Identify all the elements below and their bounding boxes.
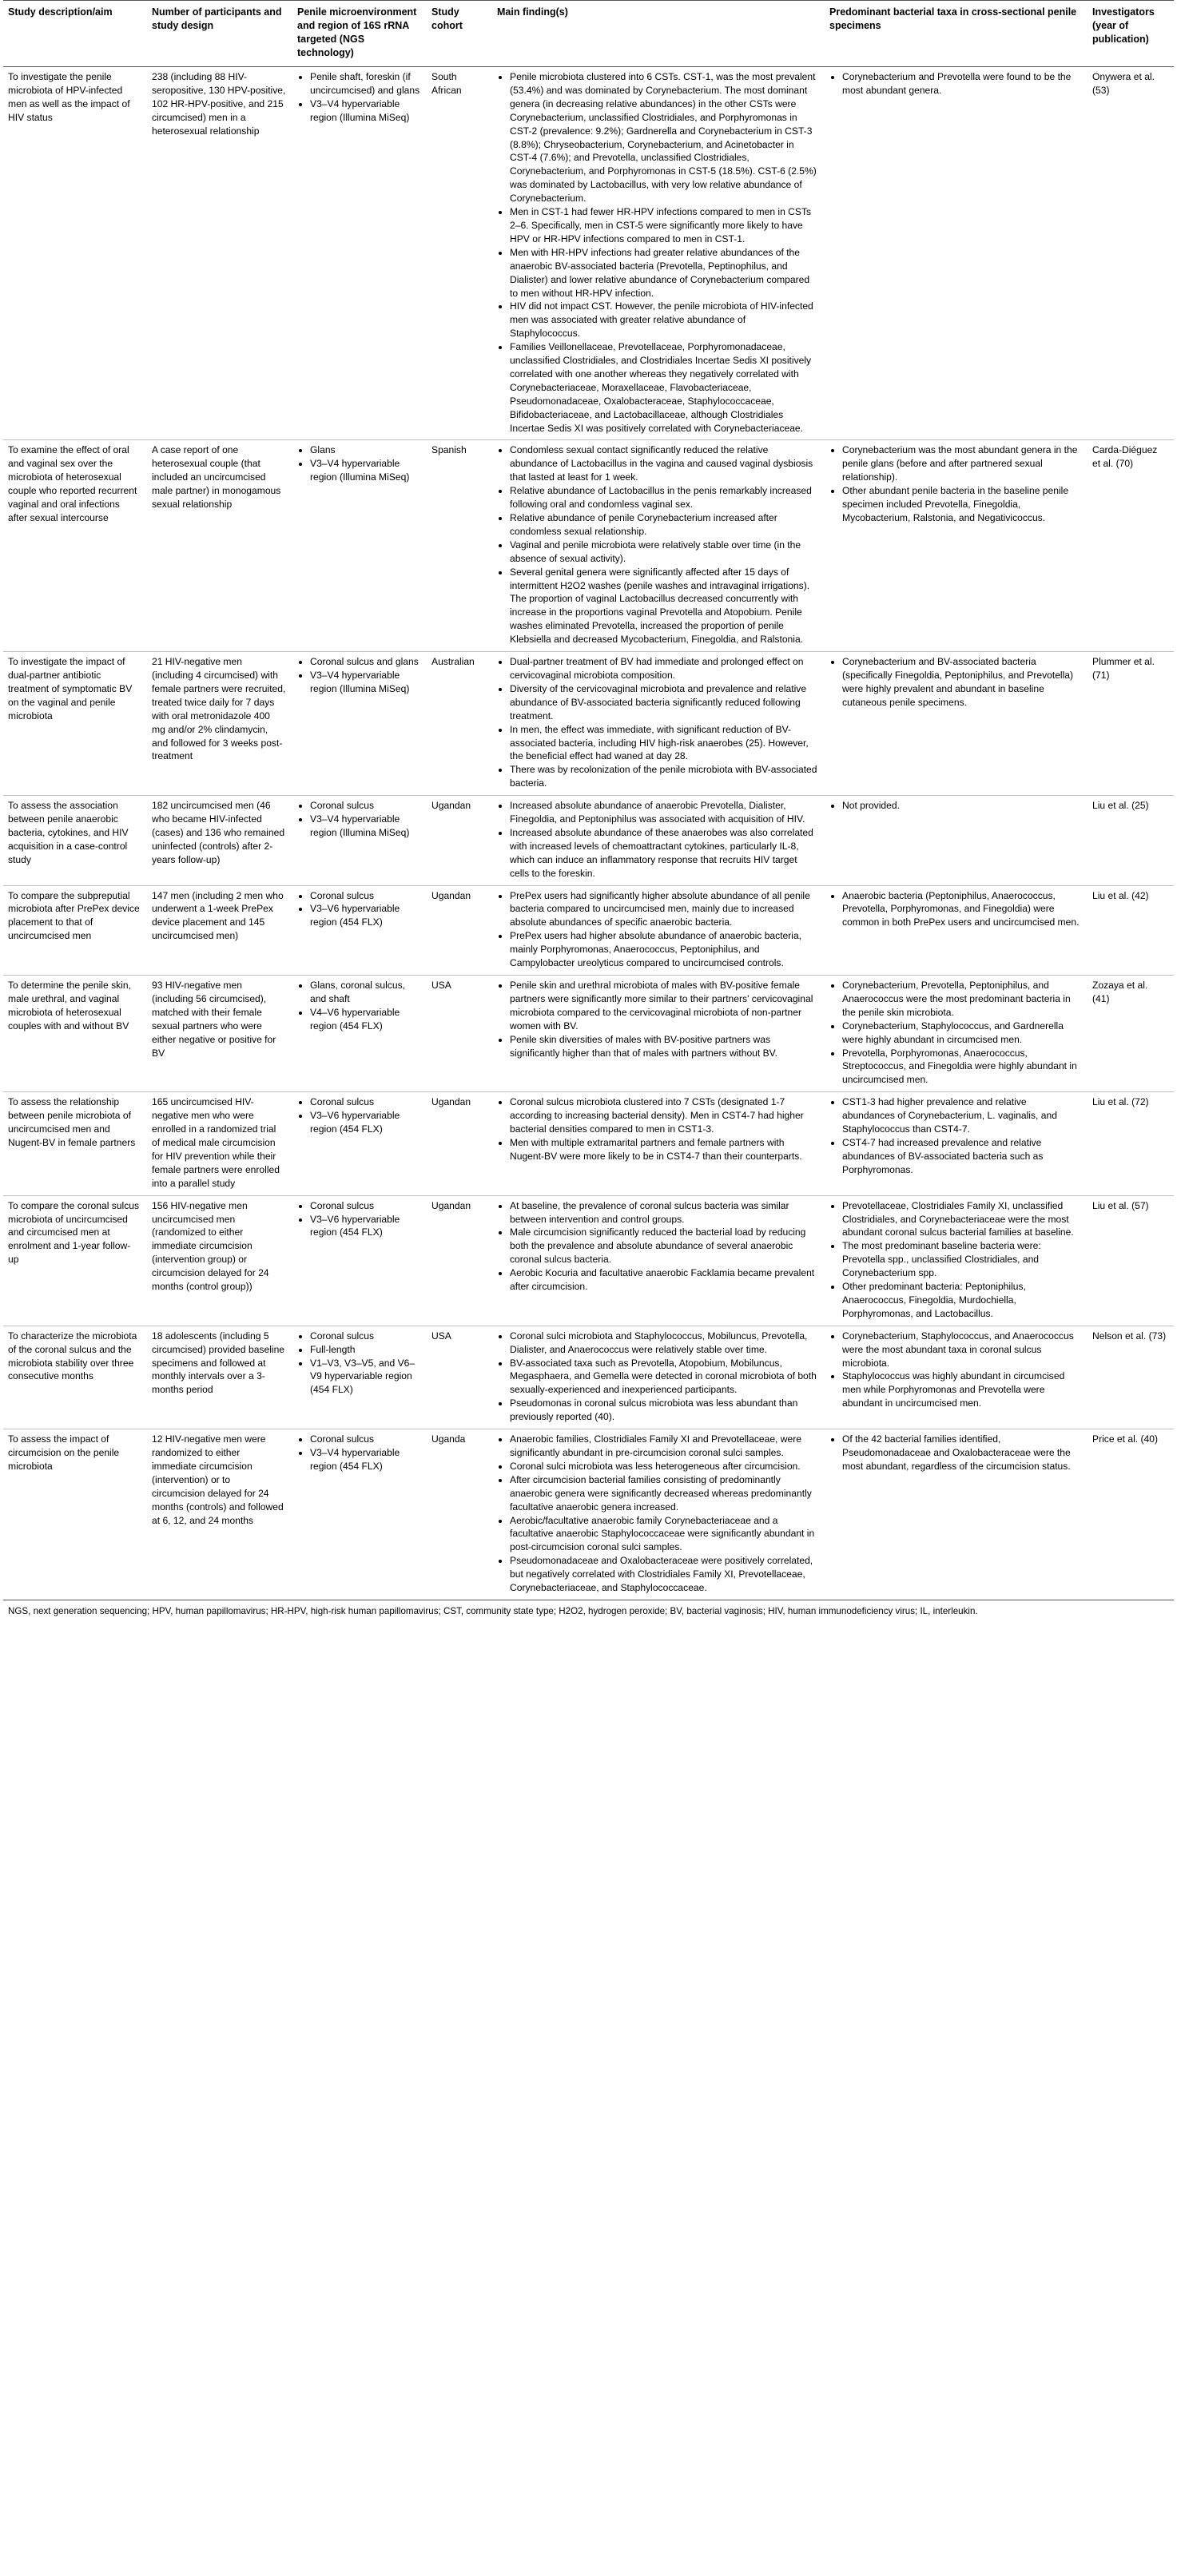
table-header (3, 1, 1174, 67)
study-aim-cell: To characterize the microbiota of the coronal sulcus and the microbiota stability over three consecutive months (8, 1330, 137, 1382)
list-item: • CST4-7 had increased prevalence and relative abundances of BV-associated bacteria such as Porphyromonas. (842, 1136, 1081, 1177)
penile-region-cell (292, 652, 427, 796)
list-item: • CST1-3 had higher prevalence and relative abundances of Corynebacterium, L. vaginalis, and Staphylococcus than CST4-7. (842, 1095, 1081, 1136)
penile-region-cell-list (297, 1095, 420, 1136)
list-item: • Men with multiple extramarital partners and female partners with Nugent-BV were more likely to be in CST4-7 than their counterparts. (510, 1136, 818, 1163)
list-item: • Relative abundance of penile Corynebacterium increased after condomless sexual relationship. (510, 511, 818, 539)
study-cohort-cell: USA (431, 980, 451, 991)
study-design-cell: 12 HIV-negative men were randomized to either immediate circumcision (intervention) or to circumcision delayed for 24 months (controls) and followed at 6, 12, and 24 months (152, 1433, 284, 1526)
table-body (3, 67, 1174, 1600)
list-item: • Coronal sulcus (310, 1199, 420, 1213)
study-aim-cell: To assess the association between penile anaerobic bacteria, cytokines, and HIV acquisition in a case-control study (8, 800, 129, 865)
main-findings-cell (492, 796, 825, 885)
main-findings-cell (492, 440, 825, 652)
predominant-taxa-cell-list (829, 799, 1081, 813)
table-row (3, 885, 1174, 975)
study-design-cell: 156 HIV-negative men uncircumcised men (randomized to either immediate circumcision (intervention group) or circumcision delayed for 24 months (control group)) (152, 1199, 269, 1293)
list-item: • Coronal sulcus (310, 799, 420, 813)
list-item: • V3–V4 hypervariable region (Illumina MiSeq) (310, 813, 420, 840)
predominant-taxa-cell-list (829, 1433, 1081, 1473)
main-findings-cell-list (497, 1433, 818, 1595)
predominant-taxa-cell (825, 440, 1088, 652)
predominant-taxa-cell-list (829, 70, 1081, 97)
study-cohort-cell: Australian (431, 656, 475, 668)
investigator-cell: Liu et al. (57) (1092, 1199, 1149, 1211)
investigator-cell: Price et al. (40) (1092, 1433, 1158, 1445)
penile-region-cell (292, 67, 427, 440)
list-item: • Glans (310, 443, 420, 457)
list-item: • V3–V6 hypervariable region (454 FLX) (310, 1213, 420, 1240)
list-item: • Corynebacterium was the most abundant genera in the penile glans (before and after partnered sexual relationship). (842, 443, 1081, 484)
list-item: • Male circumcision significantly reduced the bacterial load by reducing both the prevalence and absolute abundance of several anaerobic coronal sulcus bacteria. (510, 1226, 818, 1266)
predominant-taxa-cell (825, 976, 1088, 1092)
penile-region-cell (292, 885, 427, 975)
study-design-cell: 165 uncircumcised HIV-negative men who were enrolled in a randomized trial of medical male circumcision for HIV prevention while their female partners were enrolled into a parallel study (152, 1096, 280, 1189)
list-item: • V3–V4 hypervariable region (Illumina MiSeq) (310, 457, 420, 484)
penile-region-cell (292, 1326, 427, 1429)
study-design-cell: 147 men (including 2 men who underwent a 1-week PrePex device placement and 145 uncircumcised men) (152, 889, 284, 942)
predominant-taxa-cell-list (829, 443, 1081, 524)
list-item: • Other predominant bacteria: Peptoniphilus, Anaerococcus, Finegoldia, Murdochiella, Porphyromonas, and Lactobacillus. (842, 1280, 1081, 1321)
predominant-taxa-cell (825, 885, 1088, 975)
investigator-cell: Onywera et al. (53) (1092, 71, 1155, 96)
list-item: • Full-length (310, 1343, 420, 1357)
investigator-cell: Nelson et al. (73) (1092, 1330, 1167, 1342)
penile-region-cell-list (297, 655, 420, 696)
list-item: • V1–V3, V3–V5, and V6–V9 hypervariable region (454 FLX) (310, 1357, 420, 1397)
study-cohort-cell: USA (431, 1330, 451, 1342)
penile-region-cell (292, 1092, 427, 1195)
list-item: • Coronal sulcus (310, 889, 420, 903)
list-item: • Penile microbiota clustered into 6 CSTs. CST-1, was the most prevalent (53.4%) and was dominated by Corynebacterium. The most dominant genera (in decreasing relative abundances) in the other CSTs were Corynebacterium, unclassified Clostridiales, and Porphyromonas in CST-2 (prevalence: 9.2%); Gardnerella and Corynebacterium in CST-3 (8.8%); Chryseobacterium, Corynebacterium, and Acinetobacter in CST-4 (7.6%); and Prevotella, unclassified Clostridiales, Corynebacterium, and Porphyromonas in CST-5 (18.5%). CST-6 (2.5%) was dominated by Lactobacillus, with very low relative abundance of Corynebacterium. (510, 70, 818, 205)
list-item: • Vaginal and penile microbiota were relatively stable over time (in the absence of sexual activity). (510, 539, 818, 566)
list-item: • Anaerobic families, Clostridiales Family XI and Prevotellaceae, were significantly abundant in pre-circumcision coronal sulci samples. (510, 1433, 818, 1460)
main-findings-cell-list (497, 1199, 818, 1294)
predominant-taxa-cell (825, 1326, 1088, 1429)
main-findings-cell-list (497, 443, 818, 646)
study-cohort-cell: Ugandan (431, 800, 471, 812)
list-item: • Coronal sulcus (310, 1433, 420, 1446)
main-findings-cell (492, 67, 825, 440)
table-row (3, 976, 1174, 1092)
main-findings-cell-list (497, 1095, 818, 1163)
list-item: • Coronal sulcus and glans (310, 655, 420, 669)
main-findings-cell (492, 976, 825, 1092)
investigator-cell: Liu et al. (25) (1092, 800, 1149, 812)
main-findings-cell-list (497, 979, 818, 1059)
main-findings-cell-list (497, 799, 818, 880)
header-investigator: Investigators (year of publication) (1088, 1, 1174, 67)
list-item: • Prevotella, Porphyromonas, Anaerococcus, Streptococcus, and Finegoldia were highly abundant in uncircumcised men. (842, 1047, 1081, 1087)
list-item: • PrePex users had higher absolute abundance of anaerobic bacteria, mainly Porphyromonas, Anaerococcus, Peptoniphilus, and Campylobacter ureolyticus compared to uncircumcised controls. (510, 929, 818, 970)
study-aim-cell: To assess the relationship between penile microbiota of uncircumcised men and Nugent-BV in female partners (8, 1096, 136, 1148)
study-aim-cell: To compare the subpreputial microbiota after PrePex device placement to that of uncircumcised men (8, 889, 140, 942)
investigator-cell: Plummer et al. (71) (1092, 656, 1155, 681)
list-item: • BV-associated taxa such as Prevotella, Atopobium, Mobiluncus, Megasphaera, and Gemella were detected in coronal microbiota of both sexually-experienced and inexperienced participants. (510, 1357, 818, 1397)
list-item: • Several genital genera were significantly affected after 15 days of intermittent H2O2 washes (penile washes and intravaginal irrigations). The proportion of vaginal Lactobacillus decreased concurrently with increase in the proportions vaginal Prevotella and Atopobium. Penile washes eliminated Prevotella, increased the proportion of penile Klebsiella and decreased Mycobacterium, Finegoldia, and Ralstonia. (510, 566, 818, 646)
list-item: • Increased absolute abundance of anaerobic Prevotella, Dialister, Finegoldia, and Peptoniphilus was associated with acquisition of HIV. (510, 799, 818, 826)
penile-region-cell-list (297, 443, 420, 484)
list-item: • Other abundant penile bacteria in the baseline penile specimen included Prevotella, Finegoldia, Mycobacterium, Ralstonia, and Negativicoccus. (842, 484, 1081, 525)
list-item: • Penile shaft, foreskin (if uncircumcised) and glans (310, 70, 420, 97)
penile-region-cell-list (297, 979, 420, 1033)
investigator-cell: Liu et al. (42) (1092, 889, 1149, 901)
study-design-cell: 93 HIV-negative men (including 56 circumcised), matched with their female sexual partners who were either negative or positive for BV (152, 980, 276, 1059)
list-item: • Penile skin and urethral microbiota of males with BV-positive female partners were significantly more similar to their partners' cervicovaginal microbiota compared to the cervicovaginal microbiota of non-partner women with BV. (510, 979, 818, 1033)
list-item: • Families Veillonellaceae, Prevotellaceae, Porphyromonadaceae, unclassified Clostridiales, and Clostridiales Incertae Sedis XI positively correlated with one another whereas they negatively correlated with Corynebacteriaceae, Moraxellaceae, Flavobacteriaceae, Pseudomonadaceae, Oxalobacteraceae, Staphylococcaceae, Bifidobacteriaceae, and Lactobacillaceae, although Clostridiales Incertae Sedis XI was positively correlated with Corynebacteriaceae. (510, 340, 818, 435)
main-findings-cell (492, 652, 825, 796)
main-findings-cell-list (497, 1330, 818, 1424)
list-item: • Aerobic Kocuria and facultative anaerobic Facklamia became prevalent after circumcision. (510, 1266, 818, 1294)
study-design-cell: 182 uncircumcised men (46 who became HIV-infected (cases) and 136 who remained uninfected (controls) after 2-years follow-up) (152, 800, 285, 865)
main-findings-cell-list (497, 889, 818, 970)
table-footnote: NGS, next generation sequencing; HPV, human papillomavirus; HR-HPV, high-risk human papillomavirus; CST, community state type; H2O2, hydrogen peroxide; BV, bacterial vaginosis; HIV, human immunodeficiency virus; IL, interleukin. (3, 1600, 1174, 1618)
list-item: • HIV did not impact CST. However, the penile microbiota of HIV-infected men was associated with greater relative abundance of Staphylococcus. (510, 300, 818, 340)
list-item: • Relative abundance of Lactobacillus in the penis remarkably increased following oral and condomless vaginal sex. (510, 484, 818, 511)
predominant-taxa-cell (825, 796, 1088, 885)
list-item: • Increased absolute abundance of these anaerobes was also correlated with increased levels of chemoattractant cytokines, particularly IL-8, which can induce an inflammatory response that recruits HIV target cells to the foreskin. (510, 826, 818, 881)
predominant-taxa-cell-list (829, 1095, 1081, 1176)
study-cohort-cell: Uganda (431, 1433, 466, 1445)
list-item: • Prevotellaceae, Clostridiales Family XI, unclassified Clostridiales, and Corynebacteriaceae were the most abundant coronal sulcus bacterial families at baseline. (842, 1199, 1081, 1240)
table-row (3, 1326, 1174, 1429)
penile-region-cell-list (297, 889, 420, 930)
list-item: • Corynebacterium and BV-associated bacteria (specifically Finegoldia, Peptoniphilus, and Prevotella) were highly prevalent and abundant in baseline cutaneous penile specimens. (842, 655, 1081, 710)
study-aim-cell: To investigate the penile microbiota of HPV-infected men as well as the impact of HIV status (8, 71, 130, 123)
study-aim-cell: To assess the impact of circumcision on the penile microbiota (8, 1433, 120, 1472)
table-row (3, 440, 1174, 652)
study-aim-cell: To investigate the impact of dual-partner antibiotic treatment of symptomatic BV on the vaginal and penile microbiota (8, 656, 133, 722)
list-item: • At baseline, the prevalence of coronal sulcus bacteria was similar between intervention and control groups. (510, 1199, 818, 1226)
study-design-cell: A case report of one heterosexual couple (that included an uncircumcised male partner) in monogamous sexual relationship (152, 444, 281, 511)
list-item: • PrePex users had significantly higher absolute abundance of all penile bacteria compared to uncircumcised men, mainly due to increased absolute abundances of specific anaerobic bacteria. (510, 889, 818, 930)
study-table (3, 0, 1174, 1600)
list-item: • There was by recolonization of the penile microbiota with BV-associated bacteria. (510, 763, 818, 790)
list-item: • After circumcision bacterial families consisting of predominantly anaerobic genera were significantly decreased whereas predominantly facultative anaerobic genera increased. (510, 1473, 818, 1514)
penile-region-cell (292, 1195, 427, 1326)
list-item: • Coronal sulci microbiota and Staphylococcus, Mobiluncus, Prevotella, Dialister, and Anaerococcus were relatively stable over time. (510, 1330, 818, 1357)
main-findings-cell (492, 1326, 825, 1429)
list-item: • Staphylococcus was highly abundant in circumcised men while Porphyromonas and Prevotella were abundant in uncircumcised men. (842, 1369, 1081, 1410)
investigator-cell: Zozaya et al. (41) (1092, 980, 1148, 1004)
list-item: • V3–V4 hypervariable region (454 FLX) (310, 1446, 420, 1473)
penile-region-cell-list (297, 70, 420, 125)
predominant-taxa-cell (825, 1429, 1088, 1600)
list-item: • V3–V4 hypervariable region (Illumina MiSeq) (310, 97, 420, 125)
study-aim-cell: To examine the effect of oral and vaginal sex over the microbiota of heterosexual couple who reported recurrent vaginal and oral infections after sexual intercourse (8, 444, 137, 523)
penile-region-cell-list (297, 1330, 420, 1397)
study-aim-cell: To compare the coronal sulcus microbiota of uncircumcised and circumcised men at enrolment and 1-year follow-up (8, 1199, 140, 1266)
study-design-cell: 21 HIV-negative men (including 4 circumcised) with female partners were recruited, treated twice daily for 7 days with oral metronidazole 400 mg and/or 2% clindamycin, and followed for 3 weeks post-treatment (152, 656, 286, 762)
list-item: • The most predominant baseline bacteria were: Prevotella spp., unclassified Clostridiales, and Corynebacterium spp. (842, 1239, 1081, 1280)
list-item: • Coronal sulcus (310, 1330, 420, 1343)
predominant-taxa-cell-list (829, 1330, 1081, 1410)
header-taxa: Predominant bacterial taxa in cross-sectional penile specimens (825, 1, 1088, 67)
list-item: • Corynebacterium, Staphylococcus, and Gardnerella were highly abundant in circumcised men. (842, 1020, 1081, 1047)
table-row (3, 67, 1174, 440)
predominant-taxa-cell (825, 1092, 1088, 1195)
predominant-taxa-cell-list (829, 655, 1081, 710)
list-item: • Corynebacterium and Prevotella were found to be the most abundant genera. (842, 70, 1081, 97)
predominant-taxa-cell (825, 652, 1088, 796)
list-item: • Coronal sulci microbiota was less heterogeneous after circumcision. (510, 1460, 818, 1473)
study-cohort-cell: South African (431, 71, 462, 96)
study-aim-cell: To determine the penile skin, male urethral, and vaginal microbiota of heterosexual couples with and without BV (8, 980, 131, 1032)
list-item: • Glans, coronal sulcus, and shaft (310, 979, 420, 1006)
list-item: • Diversity of the cervicovaginal microbiota and prevalence and relative abundance of BV-associated bacteria significantly reduced following treatment. (510, 682, 818, 723)
study-design-cell: 18 adolescents (including 5 circumcised) provided baseline specimens and followed at monthly intervals over a 3-months period (152, 1330, 285, 1396)
list-item: • Corynebacterium, Prevotella, Peptoniphilus, and Anaerococcus were the most predominant bacteria in the penile skin microbiota. (842, 979, 1081, 1020)
list-item: • Of the 42 bacterial families identified, Pseudomonadaceae and Oxalobacteraceae were the most abundant, regardless of the circumcision status. (842, 1433, 1081, 1473)
table-row (3, 796, 1174, 885)
table-row (3, 652, 1174, 796)
study-design-cell: 238 (including 88 HIV-seropositive, 130 HPV-positive, 102 HR-HPV-positive, and 215 circumcised) men in a heterosexual relationship (152, 71, 286, 137)
predominant-taxa-cell-list (829, 1199, 1081, 1321)
penile-region-cell-list (297, 799, 420, 840)
main-findings-cell (492, 1195, 825, 1326)
main-findings-cell (492, 1092, 825, 1195)
predominant-taxa-cell (825, 1195, 1088, 1326)
list-item: • Coronal sulcus microbiota clustered into 7 CSTs (designated 1-7 according to increasing bacterial density). Men in CST4-7 had higher bacterial densities compared to men in CST1-3. (510, 1095, 818, 1136)
study-cohort-cell: Ugandan (431, 1199, 471, 1211)
study-cohort-cell: Ugandan (431, 889, 471, 901)
list-item: • Men with HR-HPV infections had greater relative abundances of the anaerobic BV-associated bacteria (Prevotella, Peptinophilus, and Dialister) and lower relative abundance of Corynebacterium compared to men without HR-HPV infection. (510, 246, 818, 300)
header-aim: Study description/aim (3, 1, 147, 67)
penile-region-cell (292, 1429, 427, 1600)
investigator-cell: Carda-Diéguez et al. (70) (1092, 444, 1158, 470)
list-item: • Aerobic/facultative anaerobic family Corynebacteriaceae and a facultative anaerobic Staphylococcaceae were significantly abundant in post-circumcision coronal sulci samples. (510, 1514, 818, 1555)
penile-region-cell (292, 440, 427, 652)
table-row (3, 1429, 1174, 1600)
list-item: • Not provided. (842, 799, 1081, 813)
list-item: • Pseudomonadaceae and Oxalobacteraceae were positively correlated, but negatively correlated with Clostridiales Family XI, Prevotellaceae, Corynebacteriaceae, and Staphylococcaceae. (510, 1554, 818, 1595)
header-region: Penile microenvironment and region of 16S rRNA targeted (NGS technology) (292, 1, 427, 67)
list-item: • Condomless sexual contact significantly reduced the relative abundance of Lactobacillus in the vagina and caused vaginal dysbiosis that lasted at least for 1 week. (510, 443, 818, 484)
main-findings-cell (492, 1429, 825, 1600)
list-item: • V4–V6 hypervariable region (454 FLX) (310, 1006, 420, 1033)
list-item: • Corynebacterium, Staphylococcus, and Anaerococcus were the most abundant taxa in coronal sulcus microbiota. (842, 1330, 1081, 1370)
penile-region-cell-list (297, 1433, 420, 1473)
list-item: • Pseudomonas in coronal sulcus microbiota was less abundant than previously reported (40). (510, 1397, 818, 1424)
header-findings: Main finding(s) (492, 1, 825, 67)
list-item: • Coronal sulcus (310, 1095, 420, 1109)
list-item: • Dual-partner treatment of BV had immediate and prolonged effect on cervicovaginal microbiota composition. (510, 655, 818, 682)
penile-region-cell (292, 796, 427, 885)
header-design: Number of participants and study design (147, 1, 292, 67)
study-cohort-cell: Ugandan (431, 1096, 471, 1108)
header-cohort: Study cohort (427, 1, 492, 67)
list-item: • V3–V4 hypervariable region (Illumina MiSeq) (310, 669, 420, 696)
main-findings-cell-list (497, 655, 818, 790)
table-row (3, 1092, 1174, 1195)
study-cohort-cell: Spanish (431, 444, 467, 456)
list-item: • In men, the effect was immediate, with significant reduction of BV-associated bacteria, including HIV high-risk anaerobes (25). However, the beneficial effect had waned at day 28. (510, 723, 818, 764)
main-findings-cell-list (497, 70, 818, 435)
list-item: • Anaerobic bacteria (Peptoniphilus, Anaerococcus, Prevotella, Porphyromonas, and Finegoldia) were common in both PrePex users and uncircumcised men. (842, 889, 1081, 930)
predominant-taxa-cell-list (829, 979, 1081, 1087)
predominant-taxa-cell (825, 67, 1088, 440)
list-item: • Men in CST-1 had fewer HR-HPV infections compared to men in CSTs 2–6. Specifically, men in CST-5 were significantly more likely to have HPV or HR-HPV infections compared to men in CST-1. (510, 205, 818, 246)
list-item: • Penile skin diversities of males with BV-positive partners was significantly higher than that of males with partners without BV. (510, 1033, 818, 1060)
list-item: • V3–V6 hypervariable region (454 FLX) (310, 902, 420, 929)
table-row (3, 1195, 1174, 1326)
investigator-cell: Liu et al. (72) (1092, 1096, 1149, 1108)
main-findings-cell (492, 885, 825, 975)
penile-region-cell-list (297, 1199, 420, 1240)
penile-region-cell (292, 976, 427, 1092)
predominant-taxa-cell-list (829, 889, 1081, 930)
list-item: • V3–V6 hypervariable region (454 FLX) (310, 1109, 420, 1136)
